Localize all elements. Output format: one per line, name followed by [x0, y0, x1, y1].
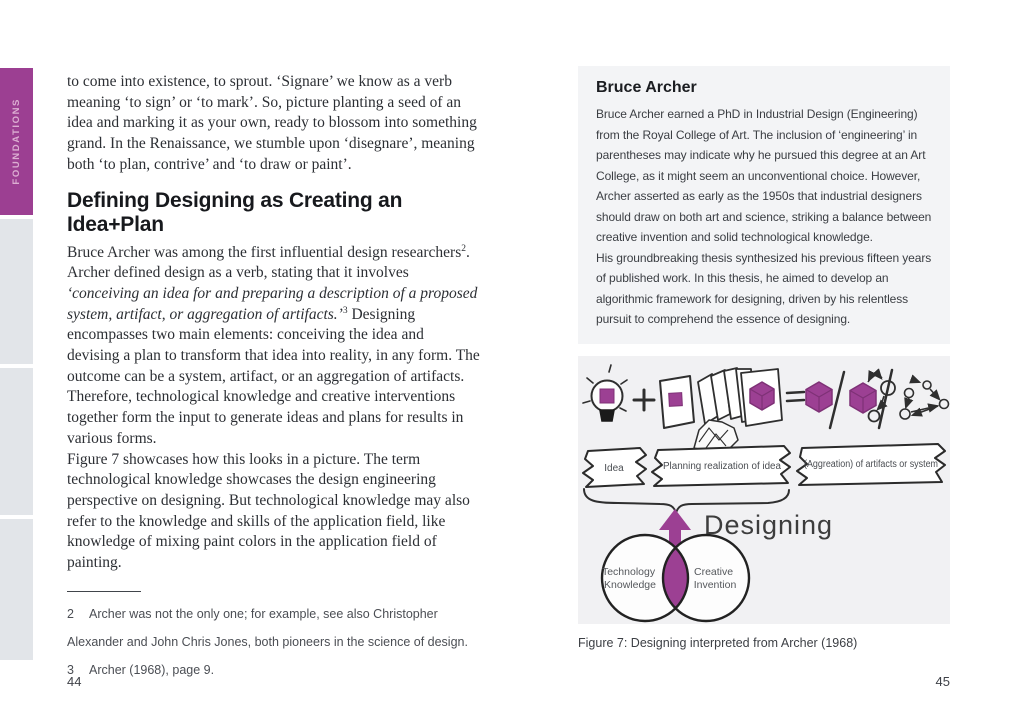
footnote-2-marker: 2 [67, 606, 74, 621]
paragraph-etymology: to come into existence, to sprout. ‘Signare’ we know as a verb meaning ‘to sign’ or ‘to mark’. So, picture planting a seed of an idea and marking it as your own, ready to blossom into something grand. In the Renaissance, we stumble upon ‘disegnare’, meaning both ‘to plan, contrive’ and ‘to draw or paint’. [67, 73, 477, 173]
ribbon-aggregation-label: (Aggreation) of artifacts or system [804, 459, 938, 470]
paper-stack-icon [698, 368, 782, 426]
designing-label: Designing [704, 510, 834, 540]
paragraph-figure7: Figure 7 showcases how this looks in a picture. The term technological knowledge showcases the design engineering perspective on designing. But technological knowledge may also refer to the knowledge and skills of the application field, like knowledge of mixing paint colors in the application field of painting. [67, 450, 470, 572]
ribbon-planning-label: Planning realization of idea [663, 461, 782, 472]
info-box-bruce-archer [578, 66, 950, 344]
chapter-block-3 [0, 519, 33, 660]
system-network-icon [900, 379, 949, 419]
equals-icon [787, 392, 804, 401]
venn-left-label: Technology Knowledge [601, 566, 656, 591]
page-number-left: 44 [67, 674, 82, 689]
venn-right-label: Creative Invention [693, 566, 737, 591]
cube-icon [750, 382, 774, 410]
footnote-2 [67, 600, 480, 656]
section-heading: Defining Designing as Creating an Idea+Plan [67, 188, 403, 236]
plus-icon [634, 390, 654, 410]
plan-page-icon [660, 376, 694, 428]
figure-7-panel [578, 356, 950, 624]
page-number-right: 45 [935, 674, 950, 689]
info-box-title: Bruce Archer [596, 79, 697, 96]
slash-icon-2 [879, 370, 892, 428]
venn-diagram [602, 535, 749, 621]
footnote-2-text: Archer was not the only one; for example, see also Christopher Alexander and John Chris Jones, both pioneers in the science of design. [67, 606, 468, 649]
footnote-3 [67, 656, 480, 684]
footnote-divider [67, 591, 141, 592]
ribbon-idea-label: Idea [604, 463, 624, 474]
footnote-3-marker: 3 [67, 662, 74, 677]
lightbulb-icon [583, 365, 627, 421]
chapter-block-1 [0, 219, 33, 364]
figure-caption: Figure 7: Designing interpreted from Archer (1968) [578, 636, 858, 650]
left-page-column [67, 72, 480, 684]
figure-7-illustration [578, 356, 950, 624]
chapter-tab-label: FOUNDATIONS [11, 98, 22, 185]
info-box-paragraph-1: Bruce Archer earned a PhD in Industrial Design (Engineering) from the Royal College of Art. The inclusion of ‘engineering’ in parentheses may indicate why he pursued this degree at an Art College, as it might seem an unconventional choice. However, Archer asserted as early as the 1950s that industrial designers should draw on both art and science, striking a balance between creative invention and solid technological knowledge. [596, 107, 932, 244]
chapter-tab-foundations [0, 68, 33, 215]
chapter-block-2 [0, 368, 33, 515]
paragraph-archer-definition: Bruce Archer was among the first influential design researchers$^2$. Archer defined design as a verb, stating that it involves ‘conceiving an idea for and preparing a description of a proposed system, artifact, or aggregation of artifacts.’$^3$ Designing encompasses two main elements: conceiving the idea and devising a plan to transform that idea into reality, in any form. The outcome can be a system, artifact, or an aggregation of artifacts. Therefore, technological knowledge and creative interventions together form the input to generate ideas and plans for results in various forms. [67, 243, 480, 447]
artifact-cube-icon [806, 382, 832, 412]
footnote-3-text: Archer (1968), page 9. [89, 662, 215, 677]
info-box-paragraph-2: His groundbreaking thesis synthesized his previous fifteen years of published work. In this thesis, he aimed to develop an algorithmic framework for designing, driven by his relentless pursuit to comprehend the essence of designing. [596, 250, 932, 326]
